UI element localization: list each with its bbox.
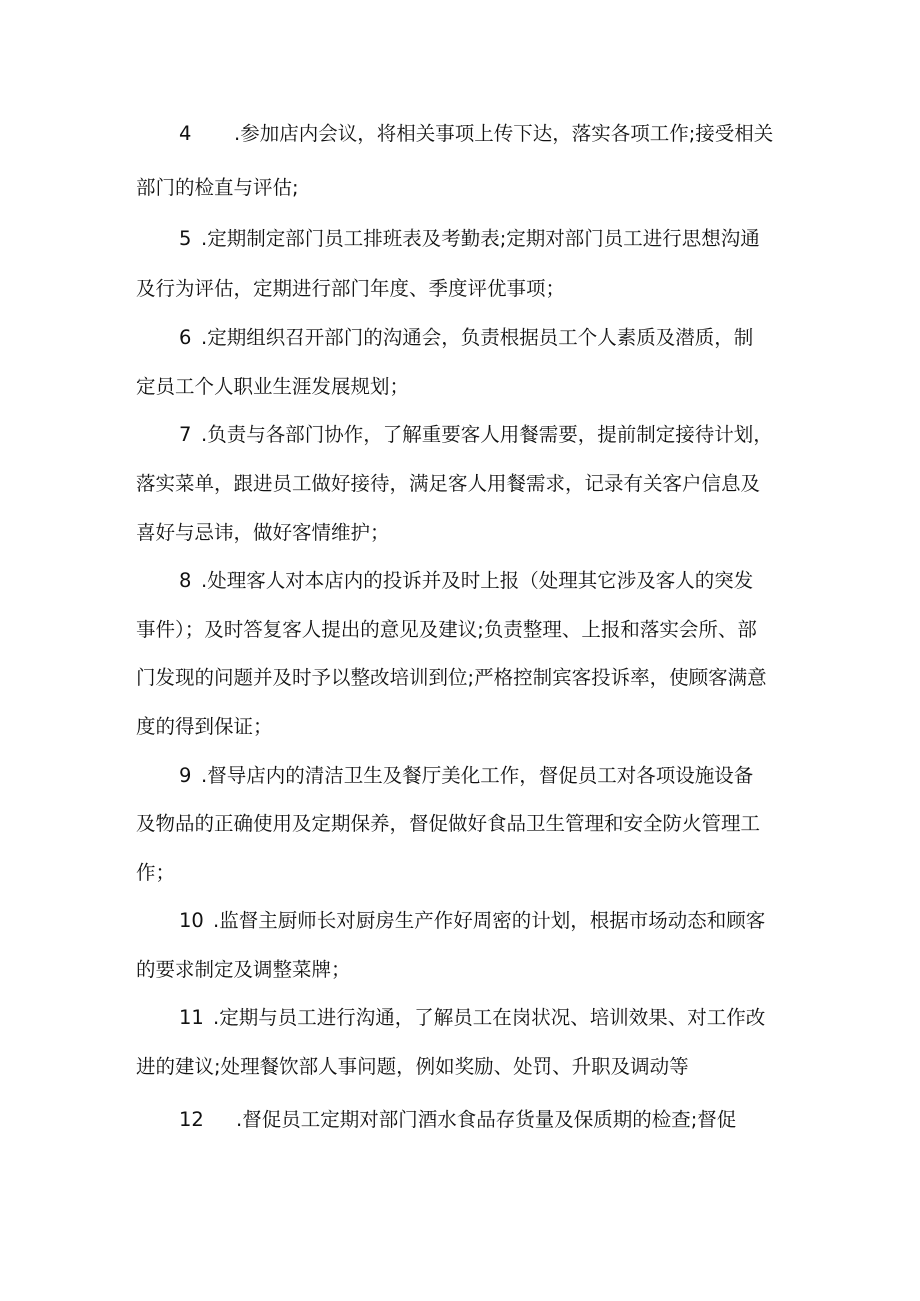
item-text: .监督主厨师长对厨房生产作好周密的计划，根据市场动态和顾客: [213, 909, 766, 932]
item-6-line-2: 定员工个人职业生涯发展规划；: [136, 375, 410, 398]
item-text: .定期与员工进行沟通，了解员工在岗状况、培训效果、对工作改: [213, 1006, 766, 1029]
item-8-line-4: 度的得到保证；: [136, 715, 273, 738]
item-number: 5: [179, 227, 192, 250]
item-text: .参加店内会议，将相关事项上传下达，落实各项工作;接受相关: [234, 122, 774, 145]
item-7-line-3: 喜好与忌讳，做好客情维护；: [136, 521, 390, 544]
item-8-line-2: 事件）；及时答复客人提出的意见及建议;负责整理、上报和落实会所、部: [136, 618, 757, 641]
item-number: 12: [179, 1108, 204, 1131]
item-text: .督促员工定期对部门酒水食品存货量及保质期的检查;督促: [236, 1108, 737, 1131]
item-text: .负责与各部门协作，了解重要客人用餐需要，提前制定接待计划，: [201, 423, 773, 446]
item-text: .督导店内的清洁卫生及餐厅美化工作，督促员工对各项设施设备: [201, 764, 754, 787]
item-text: .定期组织召开部门的沟通会，负责根据员工个人素质及潜质，制: [201, 326, 754, 349]
item-10-line-2: 的要求制定及调整菜牌；: [136, 958, 351, 981]
item-12-line-1: [179, 1108, 736, 1132]
item-8-line-1: [179, 569, 753, 593]
item-7-line-2: 落实菜单，跟进员工做好接待，满足客人用餐需求，记录有关客户信息及: [136, 472, 761, 495]
item-6-line-1: [179, 326, 753, 350]
item-8-line-3: 门发现的问题并及时予以整改培训到位;严格控制宾客投诉率，使顾客满意: [136, 666, 767, 689]
item-9-line-3: 作；: [136, 861, 176, 884]
item-number: 7: [179, 423, 192, 446]
item-11-line-2: 进的建议;处理餐饮部人事问题，例如奖励、处罚、升职及调动等: [136, 1055, 689, 1078]
item-4-line-1: [179, 122, 773, 146]
item-number: 9: [179, 764, 192, 787]
item-4-line-2: 部门的检直与评估;: [136, 176, 299, 199]
item-5-line-2: 及行为评估，定期进行部门年度、季度评优事项；: [136, 277, 566, 300]
item-11-line-1: [179, 1006, 765, 1030]
item-number: 10: [179, 909, 204, 932]
item-number: 11: [179, 1006, 204, 1029]
item-text: .定期制定部门员工排班表及考勤表;定期对部门员工进行思想沟通: [201, 227, 760, 250]
item-text: .处理客人对本店内的投诉并及时上报（处理其它涉及客人的突发: [201, 569, 754, 592]
item-9-line-1: [179, 764, 753, 788]
item-7-line-1: [179, 423, 773, 447]
item-number: 6: [179, 326, 192, 349]
item-10-line-1: [179, 909, 765, 933]
item-5-line-1: [179, 227, 760, 251]
item-9-line-2: 及物品的正确使用及定期保养，督促做好食品卫生管理和安全防火管理工: [136, 812, 761, 835]
item-number: 8: [179, 569, 192, 592]
item-number: 4: [179, 122, 192, 145]
